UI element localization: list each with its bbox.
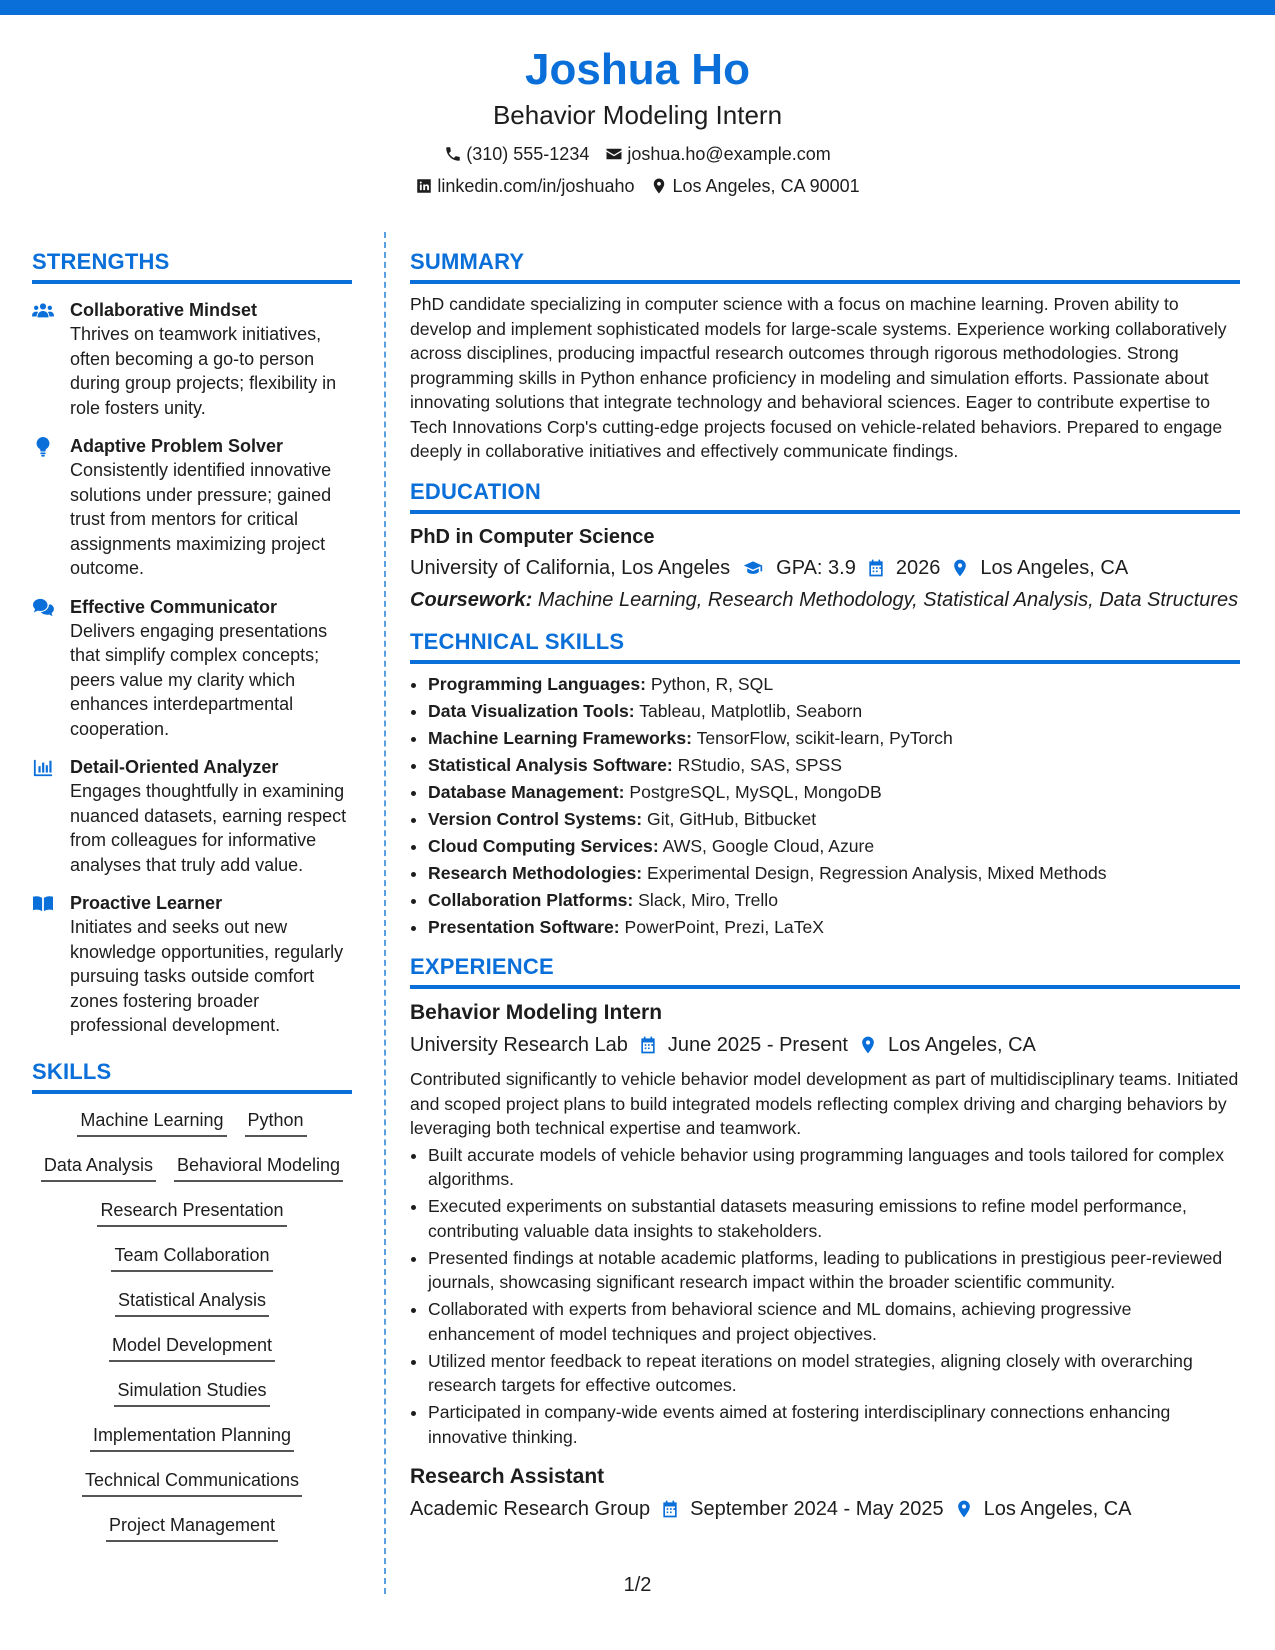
- technical-skills-section: [410, 628, 1240, 940]
- phone-text: (310) 555-1234: [466, 144, 590, 164]
- bar-chart-icon: [32, 758, 54, 778]
- contact-row-1: [0, 142, 1275, 166]
- list-item: • Participated in company-wide events aimed at fostering interdisciplinary connections enhancing innovative thinking.: [428, 1400, 1240, 1449]
- technical-skills-list: [410, 672, 1240, 940]
- list-item: [428, 807, 1240, 832]
- calendar-icon: [660, 1499, 680, 1519]
- skill-label: Programming Languages:: [428, 673, 646, 694]
- skill-tag: Simulation Studies: [114, 1378, 269, 1407]
- skill-tag: Machine Learning: [77, 1108, 226, 1137]
- column-divider: [384, 232, 386, 1594]
- list-item: [428, 834, 1240, 859]
- list-item: • Presented findings at notable academic platforms, leading to publications in prestigious peer-reviewed journals, showcasing significant research impact within the broader scientific community.: [428, 1246, 1240, 1295]
- job-bullets: [410, 1143, 1240, 1450]
- list-item: • Executed experiments on substantial datasets measuring emissions to refine model performance, contributing valuable data insights to stakeholders.: [428, 1194, 1240, 1243]
- strength-desc: Consistently identified innovative solutions under pressure; gained trust from mentors for critical assignments maximizing project outcome.: [70, 460, 332, 578]
- job-meta: [410, 1031, 1240, 1059]
- skill-value: TensorFlow, scikit-learn, PyTorch: [696, 727, 953, 748]
- coursework: [410, 586, 1240, 614]
- skill-label: Cloud Computing Services:: [428, 835, 659, 856]
- skill-label: Version Control Systems:: [428, 808, 643, 829]
- coursework-label: Coursework:: [410, 588, 533, 611]
- right-column: [410, 248, 1240, 1523]
- list-item: [428, 861, 1240, 886]
- skill-tag: Behavioral Modeling: [174, 1153, 343, 1182]
- skill-tag: Statistical Analysis: [115, 1288, 269, 1317]
- summary-heading: SUMMARY: [410, 248, 1240, 284]
- candidate-role: Behavior Modeling Intern: [492, 100, 783, 130]
- coursework-list: Machine Learning, Research Methodology, Statistical Analysis, Data Structures: [537, 588, 1239, 611]
- graduation-cap-icon: [740, 558, 766, 578]
- skill-label: Database Management:: [428, 781, 625, 802]
- skill-tag: Team Collaboration: [111, 1243, 272, 1272]
- list-item: • Utilized mentor feedback to repeat iterations on model strategies, aligning closely with overarching research targets for effective outcomes.: [428, 1349, 1240, 1398]
- skill-tag: Implementation Planning: [90, 1423, 294, 1452]
- list-item: [428, 915, 1240, 940]
- strength-title: Proactive Learner: [70, 893, 223, 913]
- users-icon: [32, 301, 54, 321]
- skill-tag: Technical Communications: [82, 1468, 302, 1497]
- skill-value: RStudio, SAS, SPSS: [677, 754, 842, 775]
- job-org: University Research Lab: [410, 1034, 628, 1056]
- skill-value: Tableau, Matplotlib, Seaborn: [639, 700, 863, 721]
- book-icon: [32, 894, 54, 914]
- map-pin-icon: [650, 177, 668, 195]
- comments-icon: [32, 598, 54, 618]
- job-meta: [410, 1495, 1240, 1523]
- skill-value: Slack, Miro, Trello: [638, 889, 778, 910]
- resume-header: [0, 44, 1275, 198]
- list-item: • Built accurate models of vehicle behavior using programming languages and tools tailored for complex algorithms.: [428, 1143, 1240, 1192]
- skills-heading: SKILLS: [32, 1058, 352, 1094]
- contact-location: [650, 174, 859, 198]
- skill-tag: Model Development: [109, 1333, 275, 1362]
- skill-tag: Research Presentation: [97, 1198, 286, 1227]
- education-heading: EDUCATION: [410, 478, 1240, 514]
- contact-row-2: [0, 174, 1275, 198]
- job-dates: June 2025 - Present: [667, 1034, 848, 1056]
- strength-desc: Thrives on teamwork initiatives, often becoming a go-to person during group projects; flexibility in role fosters unity.: [70, 324, 337, 418]
- job-description: Contributed significantly to vehicle behavior model development as part of multidisciplinary teams. Initiated and scoped project plans to build integrated models reflecting complex driving and charging behaviors by leveraging both technical expertise and teamwork.: [410, 1069, 1239, 1138]
- list-item: [428, 780, 1240, 805]
- calendar-icon: [866, 558, 886, 578]
- experience-section: [410, 953, 1240, 1523]
- skill-label: Machine Learning Frameworks:: [428, 727, 692, 748]
- left-column: [32, 248, 352, 1542]
- skill-label: Collaboration Platforms:: [428, 889, 634, 910]
- list-item: [428, 726, 1240, 751]
- strength-title: Adaptive Problem Solver: [70, 436, 284, 456]
- contact-linkedin[interactable]: [415, 174, 634, 198]
- job-title: Research Assistant: [410, 1465, 605, 1488]
- job-location: Los Angeles, CA: [888, 1034, 1036, 1056]
- strengths-heading: STRENGTHS: [32, 248, 352, 284]
- list-item: [428, 753, 1240, 778]
- map-pin-icon: [950, 558, 970, 578]
- list-item: [428, 888, 1240, 913]
- skills-tags: [32, 1108, 352, 1542]
- phone-icon: [444, 145, 462, 163]
- job-dates: September 2024 - May 2025: [690, 1498, 944, 1520]
- strength-title: Detail-Oriented Analyzer: [70, 757, 279, 777]
- calendar-icon: [638, 1035, 658, 1055]
- strength-title: Collaborative Mindset: [70, 300, 258, 320]
- skill-value: Git, GitHub, Bitbucket: [647, 808, 817, 829]
- school-name: University of California, Los Angeles: [410, 556, 731, 579]
- candidate-name: Joshua Ho: [525, 45, 750, 94]
- graduation-year: 2026: [895, 556, 941, 579]
- strength-title: Effective Communicator: [70, 596, 278, 617]
- list-item: [428, 672, 1240, 697]
- page-indicator: 1/2: [623, 1574, 652, 1596]
- skill-label: Data Visualization Tools:: [428, 700, 635, 721]
- gpa-text: GPA: 3.9: [776, 556, 856, 579]
- skill-tag: Data Analysis: [41, 1153, 156, 1182]
- job-location: Los Angeles, CA: [983, 1498, 1132, 1520]
- strength-desc: Initiates and seeks out new knowledge opportunities, regularly pursuing tasks outside comfort zones fostering broader professional development.: [70, 917, 344, 1035]
- skill-value: Experimental Design, Regression Analysis, Mixed Methods: [647, 862, 1107, 883]
- strength-item: [32, 755, 352, 877]
- skill-tag: Python: [245, 1108, 307, 1137]
- email-text: joshua.ho@example.com: [627, 144, 831, 164]
- list-item: • Collaborated with experts from behavioral science and ML domains, achieving progressive enhancement of model techniques and project objectives.: [428, 1297, 1240, 1346]
- strength-desc: Engages thoughtfully in examining nuanced datasets, earning respect from colleagues for informative analyses that truly add value.: [70, 781, 347, 875]
- top-accent-bar: [0, 0, 1275, 15]
- skill-value: Python, R, SQL: [650, 673, 774, 694]
- linkedin-text: linkedin.com/in/joshuaho: [437, 176, 635, 196]
- technical-skills-heading: TECHNICAL SKILLS: [410, 628, 1240, 664]
- skill-label: Presentation Software:: [428, 916, 620, 937]
- list-item: [428, 699, 1240, 724]
- school-location: Los Angeles, CA: [980, 556, 1129, 579]
- strength-desc: Delivers engaging presentations that simplify complex concepts; peers value my clarity which enhances interdepartmental cooperation.: [70, 620, 328, 739]
- skill-value: PostgreSQL, MySQL, MongoDB: [629, 781, 882, 802]
- experience-heading: EXPERIENCE: [410, 953, 1240, 989]
- degree-title: PhD in Computer Science: [410, 525, 655, 548]
- linkedin-icon: [415, 177, 433, 195]
- map-pin-icon: [858, 1035, 878, 1055]
- location-text: Los Angeles, CA 90001: [672, 176, 860, 196]
- strength-item: [32, 298, 352, 420]
- skill-value: PowerPoint, Prezi, LaTeX: [624, 916, 825, 937]
- job-org: Academic Research Group: [410, 1498, 651, 1520]
- education-section: [410, 478, 1240, 614]
- skill-label: Research Methodologies:: [428, 862, 643, 883]
- contact-email[interactable]: [605, 142, 830, 166]
- strength-item: [32, 891, 352, 1038]
- contact-phone[interactable]: [444, 142, 589, 166]
- skill-value: AWS, Google Cloud, Azure: [662, 835, 875, 856]
- envelope-icon: [605, 145, 623, 163]
- strength-item: [32, 595, 352, 742]
- skill-label: Statistical Analysis Software:: [428, 754, 673, 775]
- strength-item: [32, 434, 352, 581]
- map-pin-icon: [954, 1499, 974, 1519]
- skill-tag: Project Management: [106, 1513, 278, 1542]
- summary-text: PhD candidate specializing in computer science with a focus on machine learning. Proven ability to develop and implement sophisticated models for large-scale systems. Experience working collaboratively across disciplines, producing impactful research outcomes through rigorous methodologies. Strong programming skills in Python enhance proficiency in modeling and simulation efforts. Passionate about innovating solutions that integrate technology and behavioral sciences. Eager to contribute expertise to Tech Innovations Corp's cutting-edge projects focused on vehicle-related behaviors. Prepared to engage deeply in collaborative initiatives and effectively communicate findings.: [410, 294, 1227, 461]
- job-title: Behavior Modeling Intern: [410, 1001, 663, 1024]
- education-meta: [410, 554, 1240, 582]
- lightbulb-icon: [32, 437, 54, 457]
